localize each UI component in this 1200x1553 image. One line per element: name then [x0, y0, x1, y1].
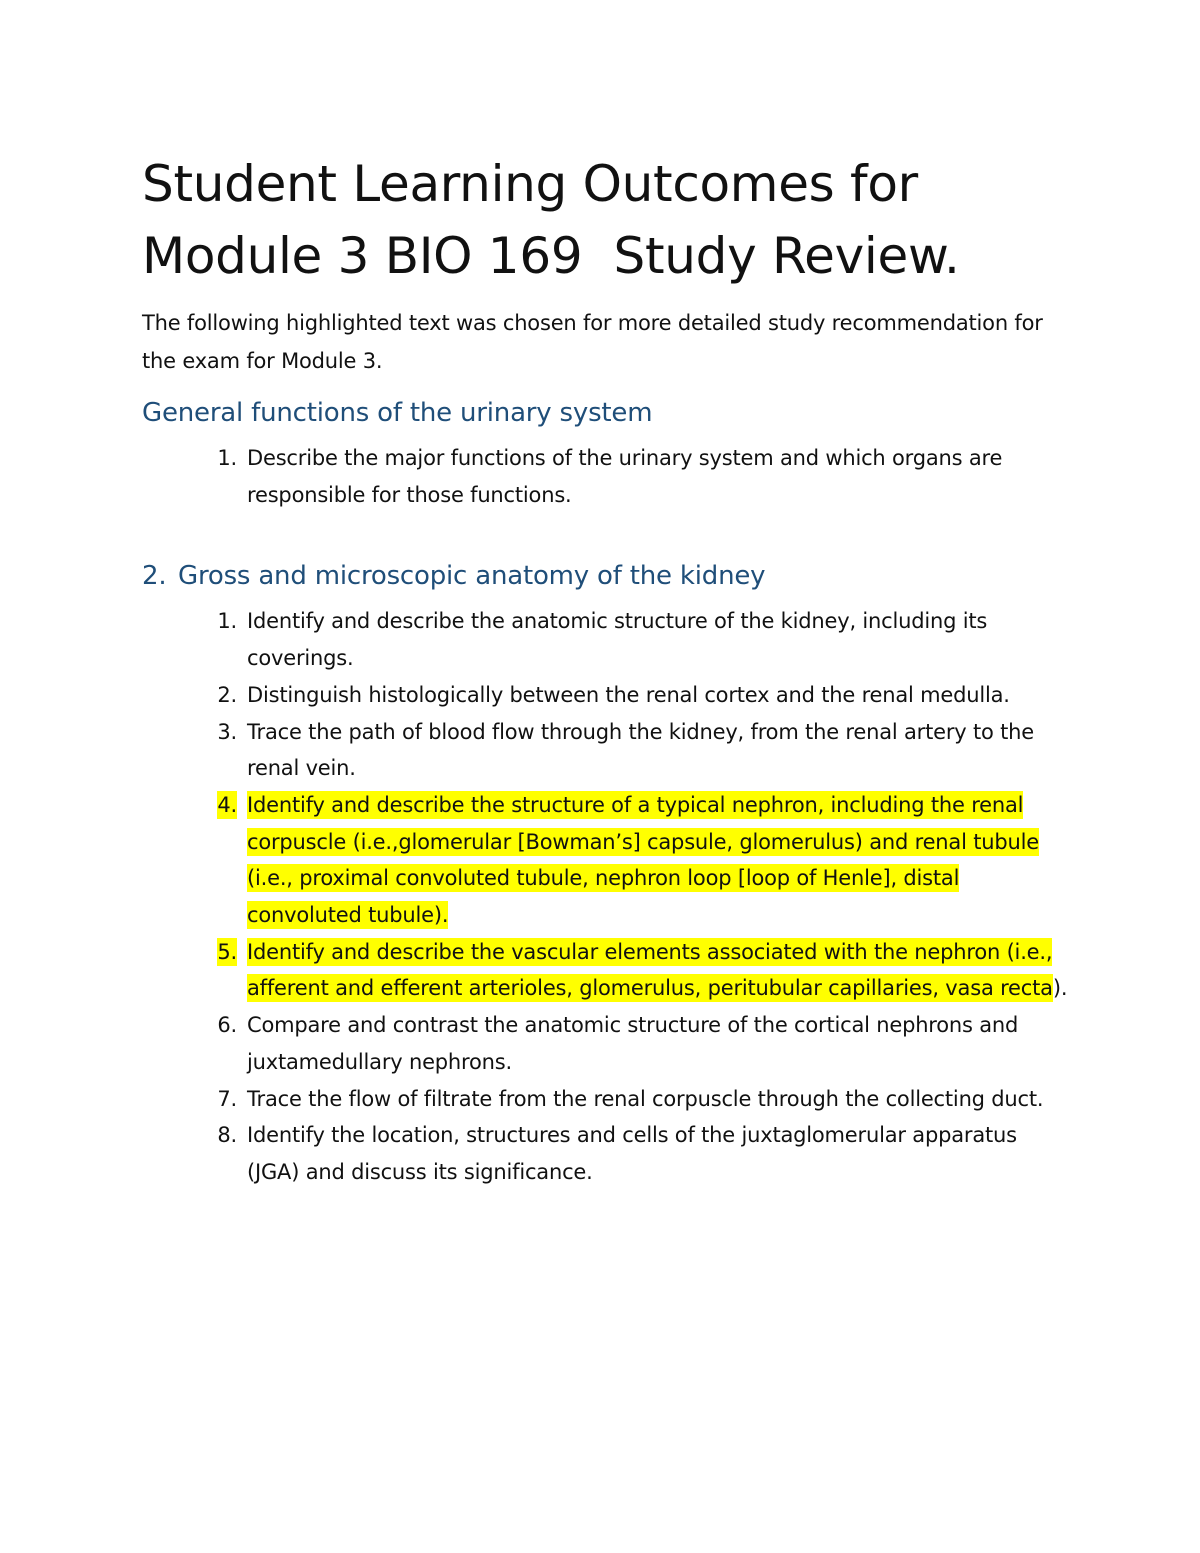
- list-item-highlighted: [142, 787, 1072, 934]
- list-item: [142, 440, 1072, 513]
- item-text: Trace the path of blood flow through the kidney, from the renal artery to the renal vein.: [247, 719, 1034, 781]
- highlighted-number: 5.: [217, 939, 237, 964]
- list-item: [142, 603, 1072, 676]
- item-number: [142, 787, 247, 934]
- list-item: [142, 677, 1072, 714]
- item-text: Distinguish histologically between the renal cortex and the renal medulla.: [247, 682, 1010, 707]
- list-item: [142, 1007, 1072, 1080]
- section-heading-gross-anatomy: [142, 557, 1072, 595]
- item-text: Compare and contrast the anatomic structure of the cortical nephrons and juxtamedullary nephrons.: [247, 1013, 1019, 1074]
- item-text: Trace the flow of filtrate from the renal corpuscle through the collecting duct.: [247, 1086, 1044, 1111]
- item-number: 2.: [217, 682, 237, 707]
- title-line-1: Student Learning Outcomes for: [142, 155, 918, 213]
- item-text: Identify the location, structures and cells of the juxtaglomerular apparatus (JGA) and discuss its significance.: [247, 1123, 1017, 1184]
- section-heading-general-functions: General functions of the urinary system: [142, 398, 653, 428]
- highlighted-text: Identify and describe the structure of a typical nephron, including the renal corpuscle (i.e.,glomerular [Bowman’s] capsule, glomerulus) and renal tubule (i.e., proximal convoluted tubule, nephron loop [loop of Henle], distal convoluted tubule).: [247, 792, 1039, 928]
- page-title: [142, 148, 1072, 292]
- title-line-2: Module 3 BIO 169 Study Review.: [142, 227, 960, 285]
- item-number: 1.: [217, 609, 237, 634]
- list-item: [142, 714, 1072, 787]
- item-number: 3.: [217, 719, 237, 744]
- section-number: 2.: [142, 561, 167, 592]
- item-number: 8.: [217, 1123, 237, 1148]
- item-text: [247, 934, 1072, 1007]
- item-text: [247, 787, 1072, 934]
- item-number: 1.: [217, 446, 237, 470]
- gross-anatomy-list: [142, 603, 1072, 1190]
- item-text: Describe the major functions of the urinary system and which organs are responsible for those functions.: [247, 446, 1003, 507]
- list-item: [142, 1081, 1072, 1118]
- highlighted-text: Identify and describe the vascular elements associated with the nephron (i.e., afferent and efferent arterioles, glomerulus, peritubular capillaries, vasa recta: [247, 939, 1053, 1001]
- plain-text-suffix: ).: [1052, 976, 1068, 1001]
- list-item: [142, 1117, 1072, 1190]
- section-heading-text: Gross and microscopic anatomy of the kidney: [178, 561, 766, 592]
- item-number: 6.: [217, 1013, 237, 1038]
- general-functions-list: [142, 440, 1072, 513]
- item-number: [142, 934, 247, 1007]
- intro-paragraph: The following highlighted text was chosen for more detailed study recommendation for the exam for Module 3.: [142, 311, 1043, 373]
- document-page: [142, 148, 1072, 1191]
- highlighted-number: 4.: [217, 792, 237, 817]
- item-number: 7.: [217, 1086, 237, 1111]
- list-item-highlighted: [142, 934, 1072, 1007]
- item-text: Identify and describe the anatomic structure of the kidney, including its coverings.: [247, 609, 988, 671]
